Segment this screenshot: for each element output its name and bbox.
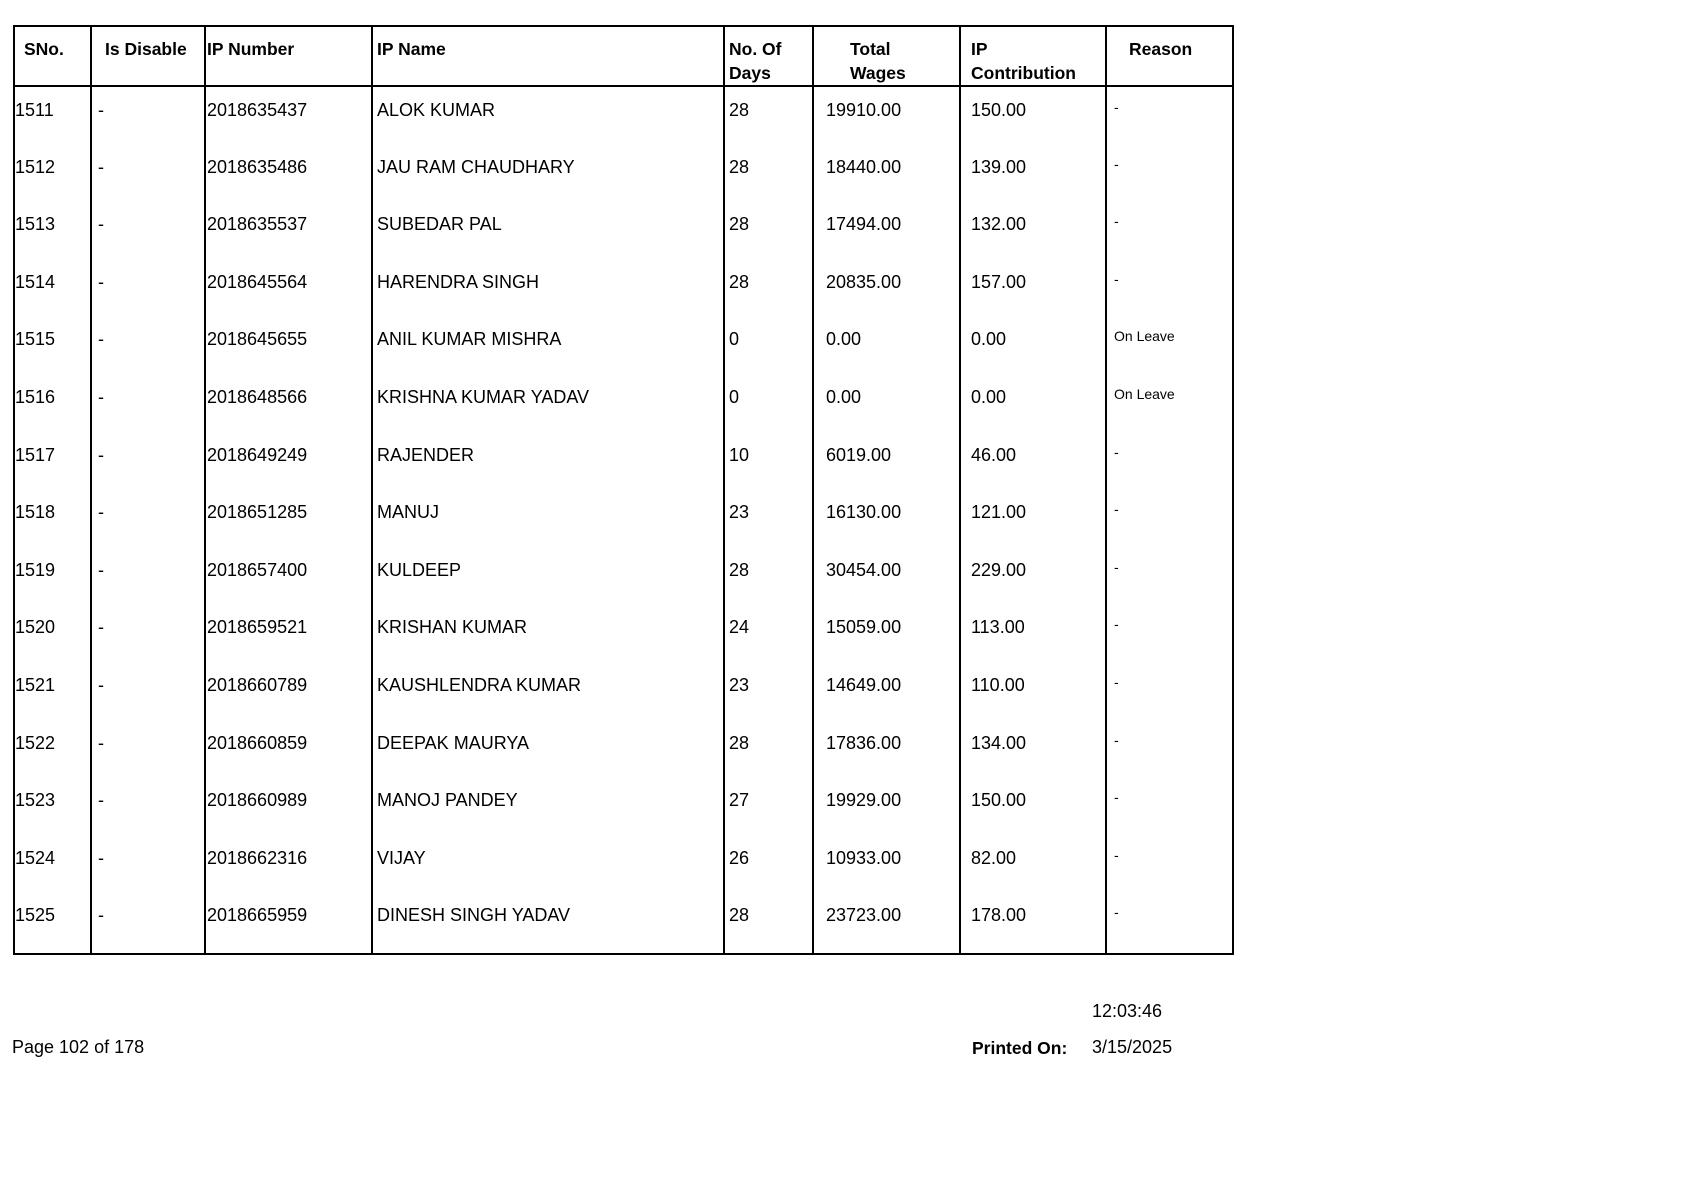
table-row — [14, 489, 1233, 547]
cell-ip-name: KAUSHLENDRA KUMAR — [372, 662, 724, 720]
cell-ip-contribution: 132.00 — [960, 201, 1106, 259]
table-row — [14, 835, 1233, 893]
cell-ip-contribution: 121.00 — [960, 489, 1106, 547]
cell-no-of-days: 28 — [724, 259, 813, 317]
cell-reason: - — [1106, 777, 1233, 835]
cell-is-disable: - — [91, 777, 205, 835]
cell-ip-number: 2018660789 — [205, 662, 372, 720]
cell-ip-contribution: 0.00 — [960, 316, 1106, 374]
cell-ip-number: 2018665959 — [205, 892, 372, 954]
table-row — [14, 547, 1233, 605]
table-row — [14, 662, 1233, 720]
cell-is-disable: - — [91, 201, 205, 259]
cell-total-wages: 6019.00 — [813, 432, 960, 490]
cell-total-wages: 16130.00 — [813, 489, 960, 547]
table-body — [14, 86, 1233, 954]
cell-ip-number: 2018645655 — [205, 316, 372, 374]
cell-total-wages: 14649.00 — [813, 662, 960, 720]
cell-reason: - — [1106, 86, 1233, 144]
cell-reason: - — [1106, 720, 1233, 778]
cell-no-of-days: 0 — [724, 316, 813, 374]
cell-ip-number: 2018635486 — [205, 144, 372, 202]
cell-total-wages: 20835.00 — [813, 259, 960, 317]
cell-ip-number: 2018635537 — [205, 201, 372, 259]
cell-total-wages: 15059.00 — [813, 604, 960, 662]
cell-total-wages: 19910.00 — [813, 86, 960, 144]
cell-no-of-days: 28 — [724, 201, 813, 259]
cell-sno: 1522 — [14, 720, 91, 778]
table-row — [14, 316, 1233, 374]
cell-ip-number: 2018660989 — [205, 777, 372, 835]
page-number: Page 102 of 178 — [12, 1037, 145, 1057]
cell-sno: 1519 — [14, 547, 91, 605]
cell-ip-name: RAJENDER — [372, 432, 724, 490]
cell-is-disable: - — [91, 259, 205, 317]
cell-is-disable: - — [91, 432, 205, 490]
cell-reason: - — [1106, 489, 1233, 547]
cell-is-disable: - — [91, 547, 205, 605]
cell-ip-name: SUBEDAR PAL — [372, 201, 724, 259]
table-row — [14, 259, 1233, 317]
cell-total-wages: 17836.00 — [813, 720, 960, 778]
cell-ip-contribution: 150.00 — [960, 86, 1106, 144]
cell-ip-name: ANIL KUMAR MISHRA — [372, 316, 724, 374]
cell-sno: 1516 — [14, 374, 91, 432]
cell-ip-name: DEEPAK MAURYA — [372, 720, 724, 778]
cell-ip-contribution: 157.00 — [960, 259, 1106, 317]
cell-no-of-days: 27 — [724, 777, 813, 835]
cell-reason: On Leave — [1106, 374, 1233, 432]
cell-ip-contribution: 134.00 — [960, 720, 1106, 778]
cell-ip-contribution: 110.00 — [960, 662, 1106, 720]
cell-ip-name: MANUJ — [372, 489, 724, 547]
cell-sno: 1523 — [14, 777, 91, 835]
cell-ip-number: 2018657400 — [205, 547, 372, 605]
cell-ip-name: MANOJ PANDEY — [372, 777, 724, 835]
cell-sno: 1517 — [14, 432, 91, 490]
cell-is-disable: - — [91, 489, 205, 547]
cell-is-disable: - — [91, 316, 205, 374]
cell-no-of-days: 28 — [724, 144, 813, 202]
cell-sno: 1521 — [14, 662, 91, 720]
cell-total-wages: 0.00 — [813, 316, 960, 374]
cell-ip-contribution: 178.00 — [960, 892, 1106, 954]
cell-ip-number: 2018635437 — [205, 86, 372, 144]
cell-no-of-days: 10 — [724, 432, 813, 490]
cell-is-disable: - — [91, 720, 205, 778]
cell-no-of-days: 23 — [724, 662, 813, 720]
header-reason: Reason — [1106, 26, 1233, 86]
table-row — [14, 144, 1233, 202]
cell-ip-contribution: 139.00 — [960, 144, 1106, 202]
cell-sno: 1524 — [14, 835, 91, 893]
table-row — [14, 86, 1233, 144]
table-row — [14, 201, 1233, 259]
cell-ip-number: 2018660859 — [205, 720, 372, 778]
cell-is-disable: - — [91, 374, 205, 432]
cell-total-wages: 17494.00 — [813, 201, 960, 259]
cell-ip-name: KULDEEP — [372, 547, 724, 605]
cell-no-of-days: 26 — [724, 835, 813, 893]
cell-sno: 1512 — [14, 144, 91, 202]
cell-ip-name: KRISHAN KUMAR — [372, 604, 724, 662]
cell-ip-contribution: 113.00 — [960, 604, 1106, 662]
cell-no-of-days: 28 — [724, 86, 813, 144]
cell-is-disable: - — [91, 892, 205, 954]
header-ip-name: IP Name — [372, 26, 724, 86]
cell-reason: - — [1106, 547, 1233, 605]
cell-total-wages: 0.00 — [813, 374, 960, 432]
printed-time: 12:03:46 — [1092, 1001, 1163, 1021]
table-row — [14, 777, 1233, 835]
cell-is-disable: - — [91, 835, 205, 893]
cell-ip-number: 2018651285 — [205, 489, 372, 547]
cell-is-disable: - — [91, 604, 205, 662]
cell-reason: - — [1106, 662, 1233, 720]
cell-ip-number: 2018649249 — [205, 432, 372, 490]
cell-ip-contribution: 46.00 — [960, 432, 1106, 490]
table-row — [14, 720, 1233, 778]
table-row — [14, 374, 1233, 432]
cell-total-wages: 30454.00 — [813, 547, 960, 605]
cell-no-of-days: 28 — [724, 720, 813, 778]
cell-reason: On Leave — [1106, 316, 1233, 374]
printed-date: 3/15/2025 — [1092, 1037, 1173, 1057]
cell-no-of-days: 28 — [724, 547, 813, 605]
cell-sno: 1520 — [14, 604, 91, 662]
cell-no-of-days: 0 — [724, 374, 813, 432]
cell-reason: - — [1106, 604, 1233, 662]
cell-ip-name: HARENDRA SINGH — [372, 259, 724, 317]
cell-ip-contribution: 82.00 — [960, 835, 1106, 893]
header-ip-contribution: IP Contribution — [960, 26, 1106, 86]
header-no-of-days: No. Of Days — [724, 26, 813, 86]
cell-ip-contribution: 150.00 — [960, 777, 1106, 835]
table-header-row — [14, 26, 1233, 86]
cell-ip-name: DINESH SINGH YADAV — [372, 892, 724, 954]
cell-sno: 1518 — [14, 489, 91, 547]
cell-ip-number: 2018659521 — [205, 604, 372, 662]
cell-total-wages: 23723.00 — [813, 892, 960, 954]
cell-sno: 1513 — [14, 201, 91, 259]
header-sno: SNo. — [14, 26, 91, 86]
cell-sno: 1511 — [14, 86, 91, 144]
table-row — [14, 892, 1233, 954]
cell-ip-contribution: 229.00 — [960, 547, 1106, 605]
cell-reason: - — [1106, 201, 1233, 259]
cell-sno: 1515 — [14, 316, 91, 374]
contribution-table — [13, 25, 1234, 955]
cell-ip-name: KRISHNA KUMAR YADAV — [372, 374, 724, 432]
cell-reason: - — [1106, 432, 1233, 490]
cell-ip-number: 2018648566 — [205, 374, 372, 432]
printed-on-label: Printed On: — [972, 1038, 1068, 1058]
header-ip-number: IP Number — [205, 26, 372, 86]
cell-ip-name: JAU RAM CHAUDHARY — [372, 144, 724, 202]
cell-total-wages: 18440.00 — [813, 144, 960, 202]
cell-total-wages: 10933.00 — [813, 835, 960, 893]
cell-sno: 1525 — [14, 892, 91, 954]
cell-reason: - — [1106, 259, 1233, 317]
header-is-disable: Is Disable — [91, 26, 205, 86]
cell-is-disable: - — [91, 86, 205, 144]
table-row — [14, 432, 1233, 490]
table-row — [14, 604, 1233, 662]
cell-ip-contribution: 0.00 — [960, 374, 1106, 432]
cell-reason: - — [1106, 892, 1233, 954]
cell-is-disable: - — [91, 662, 205, 720]
cell-reason: - — [1106, 835, 1233, 893]
cell-ip-name: VIJAY — [372, 835, 724, 893]
cell-ip-number: 2018662316 — [205, 835, 372, 893]
cell-is-disable: - — [91, 144, 205, 202]
cell-reason: - — [1106, 144, 1233, 202]
cell-no-of-days: 28 — [724, 892, 813, 954]
cell-ip-name: ALOK KUMAR — [372, 86, 724, 144]
cell-ip-number: 2018645564 — [205, 259, 372, 317]
cell-no-of-days: 23 — [724, 489, 813, 547]
cell-sno: 1514 — [14, 259, 91, 317]
cell-total-wages: 19929.00 — [813, 777, 960, 835]
cell-no-of-days: 24 — [724, 604, 813, 662]
header-total-wages: Total Wages — [813, 26, 960, 86]
